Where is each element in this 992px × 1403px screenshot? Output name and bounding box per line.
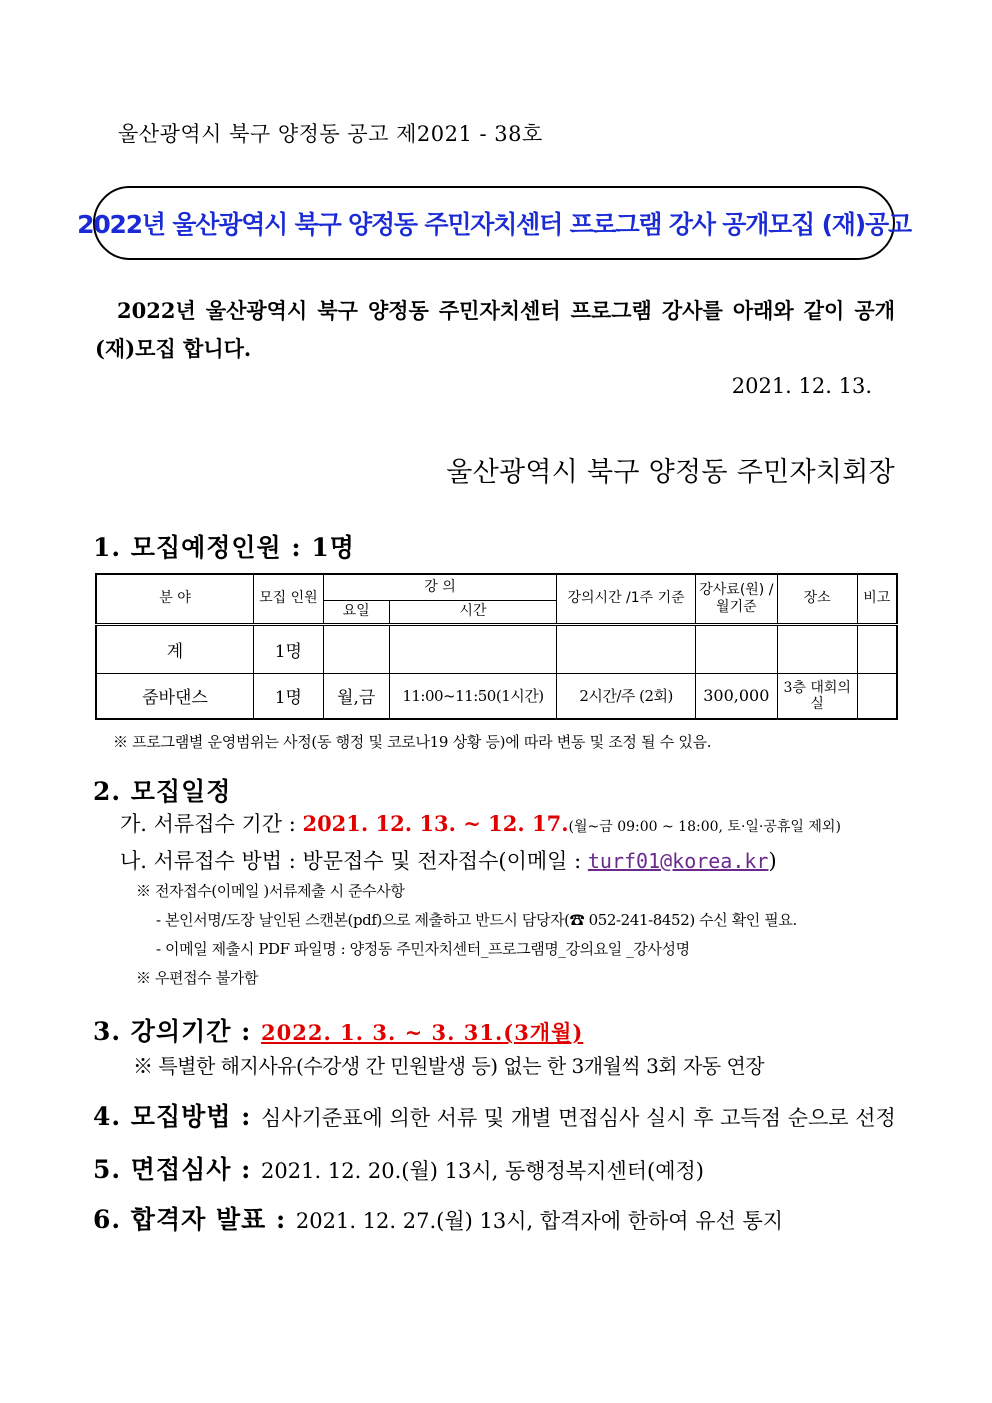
cell-note <box>857 624 897 673</box>
cell-time: 11:00~11:50(1시간) <box>389 673 557 719</box>
cell-field: 줌바댄스 <box>96 673 253 719</box>
lecture-period: 2022. 1. 3. ~ 3. 31.(3개월) <box>261 1020 584 1045</box>
title-box <box>77 186 911 260</box>
header-recruit: 모집 인원 <box>253 574 323 624</box>
header-time: 시간 <box>389 600 557 624</box>
header-note: 비고 <box>857 574 897 624</box>
section4-label: 4. 모집방법 : <box>93 1102 262 1131</box>
cell-recruit: 1명 <box>253 673 323 719</box>
receipt-method-label: 나. 서류접수 방법 : 방문접수 및 전자접수(이메일 : <box>120 849 588 873</box>
receipt-period-detail: (월~금 09:00 ~ 18:00, 토·일·공휴일 제외) <box>568 819 841 835</box>
receipt-method-close: ) <box>768 849 777 873</box>
cell-weekly: 2시간/주 (2회) <box>557 673 696 719</box>
header-lecture: 강 의 <box>323 574 557 600</box>
cell-fee: 300,000 <box>695 673 777 719</box>
receipt-period-label: 가. 서류접수 기간 : <box>120 812 303 836</box>
section3-label: 3. 강의기간 : <box>93 1017 262 1046</box>
auto-extension-note: ※ 특별한 해지사유(수강생 간 민원발생 등) 없는 한 3개월씩 3회 자동 연장 <box>133 1054 765 1078</box>
header-weekly: 강의시간 /1주 기준 <box>557 574 696 624</box>
cell-note <box>857 673 897 719</box>
signer: 울산광역시 북구 양정동 주민자치회장 <box>446 457 895 488</box>
announcement-date: 2021. 12. 13. <box>731 374 872 398</box>
email-link[interactable]: turf01@korea.kr <box>587 849 769 873</box>
section6-body: 2021. 12. 27.(월) 13시, 합격자에 한하여 유선 통지 <box>295 1209 784 1233</box>
section4-body: 심사기준표에 의한 서류 및 개별 면접심사 실시 후 고득점 순으로 선정 <box>261 1106 896 1130</box>
table-row <box>96 673 897 719</box>
receipt-period <box>120 808 841 838</box>
cell-field: 계 <box>96 624 253 673</box>
section5-heading <box>93 1150 704 1186</box>
cell-time <box>389 624 557 673</box>
section2-heading: 2. 모집일정 <box>93 777 232 806</box>
section5-label: 5. 면접심사 : <box>93 1155 262 1184</box>
section6-heading <box>93 1200 783 1236</box>
header-day: 요일 <box>323 600 389 624</box>
section4-heading <box>93 1097 896 1133</box>
cell-day: 월,금 <box>323 673 389 719</box>
document-number: 울산광역시 북구 양정동 공고 제2021 - 38호 <box>118 122 543 146</box>
intro-text: 2022년 울산광역시 북구 양정동 주민자치센터 프로그램 강사를 아래와 같이 공개 (재)모집 합니다. <box>95 298 895 361</box>
header-place: 장소 <box>777 574 857 624</box>
page-title: 2022년 울산광역시 북구 양정동 주민자치센터 프로그램 강사 공개모집 (재)공고 <box>77 210 911 239</box>
cell-weekly <box>557 624 696 673</box>
header-field: 분 야 <box>96 574 253 624</box>
email-rules-note: ※ 전자접수(이메일 )서류제출 시 준수사항 <box>136 882 405 900</box>
section1-heading: 1. 모집예정인원 : 1명 <box>93 533 355 562</box>
email-rule-filename: - 이메일 제출시 PDF 파일명 : 양정동 주민자치센터_프로그램명_강의요일 _강사성명 <box>156 940 690 958</box>
intro-paragraph <box>95 292 895 368</box>
section3-heading <box>93 1012 583 1048</box>
cell-place <box>777 624 857 673</box>
table-row <box>96 624 897 673</box>
receipt-period-dates: 2021. 12. 13. ~ 12. 17. <box>302 811 569 836</box>
table-note: ※ 프로그램별 운영범위는 사정(동 행정 및 코로나19 상황 등)에 따라 변동 및 조정 될 수 있음. <box>113 733 712 751</box>
no-mail-note: ※ 우편접수 불가함 <box>136 969 258 987</box>
cell-fee <box>695 624 777 673</box>
section5-body: 2021. 12. 20.(월) 13시, 동행정복지센터(예정) <box>261 1159 704 1183</box>
section6-label: 6. 합격자 발표 : <box>93 1205 296 1234</box>
cell-recruit: 1명 <box>253 624 323 673</box>
header-fee: 강사료(원) /월기준 <box>695 574 777 624</box>
cell-place: 3층 대회의실 <box>777 673 857 719</box>
email-rule-scan: - 본인서명/도장 날인된 스캔본(pdf)으로 제출하고 반드시 담당자(☎ 052-241-8452) 수신 확인 필요. <box>156 911 797 929</box>
receipt-method <box>120 845 777 875</box>
cell-day <box>323 624 389 673</box>
program-table <box>95 573 898 720</box>
